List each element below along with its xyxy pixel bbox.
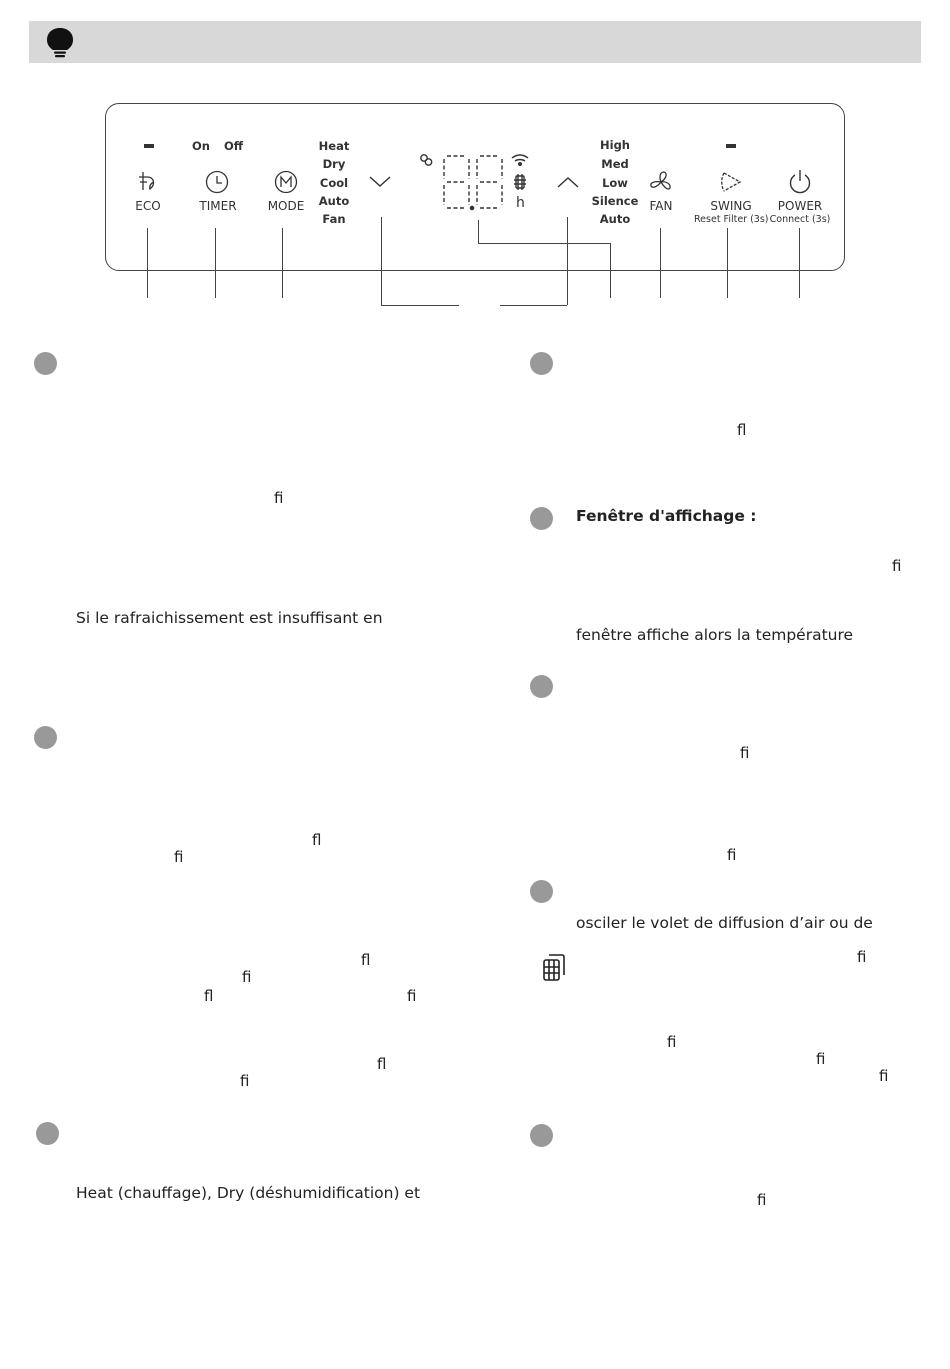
timer-button-label: TIMER [199,199,237,213]
ligature-fragment: fi [892,557,902,575]
ligature-fragment: fi [240,1072,250,1090]
mode-item-dry: Dry [322,157,346,171]
ligature-fragment: fl [377,1055,387,1073]
ligature-fragment: fl [312,831,322,849]
timer-off-label: Off [224,139,244,153]
fan-speed-med: Med [601,157,629,171]
fan-speed-silence: Silence [591,194,639,208]
timer-on-label: On [192,139,210,153]
power-connect-label: Connect (3s) [769,214,831,225]
section-bullet [530,1124,553,1147]
eco-button-label: ECO [135,199,161,213]
fan-speed-low: Low [602,176,628,190]
chevron-down-icon [368,175,392,189]
body-text-line: Si le rafraichissement est insuffisant en [76,609,383,627]
section-header-bar [29,21,921,63]
leader-line [727,228,728,298]
mode-item-heat: Heat [318,139,350,153]
mode-item-auto: Auto [318,194,350,208]
ligature-fragment: fl [204,987,214,1005]
section-bullet [34,726,57,749]
section-bullet [530,675,553,698]
fan-icon [648,169,674,195]
leader-line [799,228,800,298]
leader-line [567,217,568,305]
leader-line [147,228,148,298]
leader-line [215,228,216,298]
leader-line [282,228,283,298]
swing-indicator-led [726,144,736,148]
ligature-fragment: fi [667,1033,677,1051]
leader-line [478,220,479,243]
ligature-fragment: fi [857,948,867,966]
ligature-fragment: fl [737,421,747,439]
ligature-fragment: fi [274,489,284,507]
ligature-fragment: fi [174,848,184,866]
mode-m-icon [273,169,299,195]
ligature-fragment: fi [727,846,737,864]
swing-louver-icon [718,169,744,195]
leader-line [500,305,567,306]
display-window-heading: Fenêtre d'affichage : [576,507,757,525]
chevron-up-icon [556,175,580,189]
section-bullet [530,352,553,375]
leader-line [381,305,459,306]
power-icon [786,168,814,196]
body-text-line: fenêtre affiche alors la température [576,626,854,644]
swing-button-label: SWING [710,199,752,213]
lightbulb-tip-icon [44,26,76,60]
section-bullet [530,507,553,530]
filter-icon [541,951,567,983]
leader-line [660,228,661,298]
eco-leaf-icon [136,169,160,193]
leader-line [610,243,611,298]
section-bullet [36,1122,59,1145]
hours-unit-indicator: h [516,195,525,211]
swing-reset-filter-label: Reset Filter (3s) [694,214,769,225]
leader-line [478,243,611,244]
eco-indicator-led [144,144,154,148]
section-bullet [530,880,553,903]
mode-item-fan: Fan [322,212,346,226]
ligature-fragment: fl [361,951,371,969]
ligature-fragment: fi [757,1191,767,1209]
mode-button-label: MODE [267,199,305,213]
ligature-fragment: fi [407,987,417,1005]
fan-speed-high: High [600,138,630,152]
ligature-fragment: fi [816,1050,826,1068]
section-bullet [34,352,57,375]
fan-speed-auto: Auto [599,212,631,226]
timer-clock-icon [204,169,230,195]
body-text-line: osciler le volet de diffusion d’air ou de [576,914,873,932]
body-text-line: Heat (chauffage), Dry (déshumidification) et [76,1184,421,1202]
leader-line [381,217,382,305]
ligature-fragment: fi [879,1067,889,1085]
power-button-label: POWER [777,199,823,213]
fan-button-label: FAN [649,199,673,213]
ligature-fragment: fi [242,968,252,986]
ligature-fragment: fi [740,744,750,762]
mode-item-cool: Cool [319,176,349,190]
